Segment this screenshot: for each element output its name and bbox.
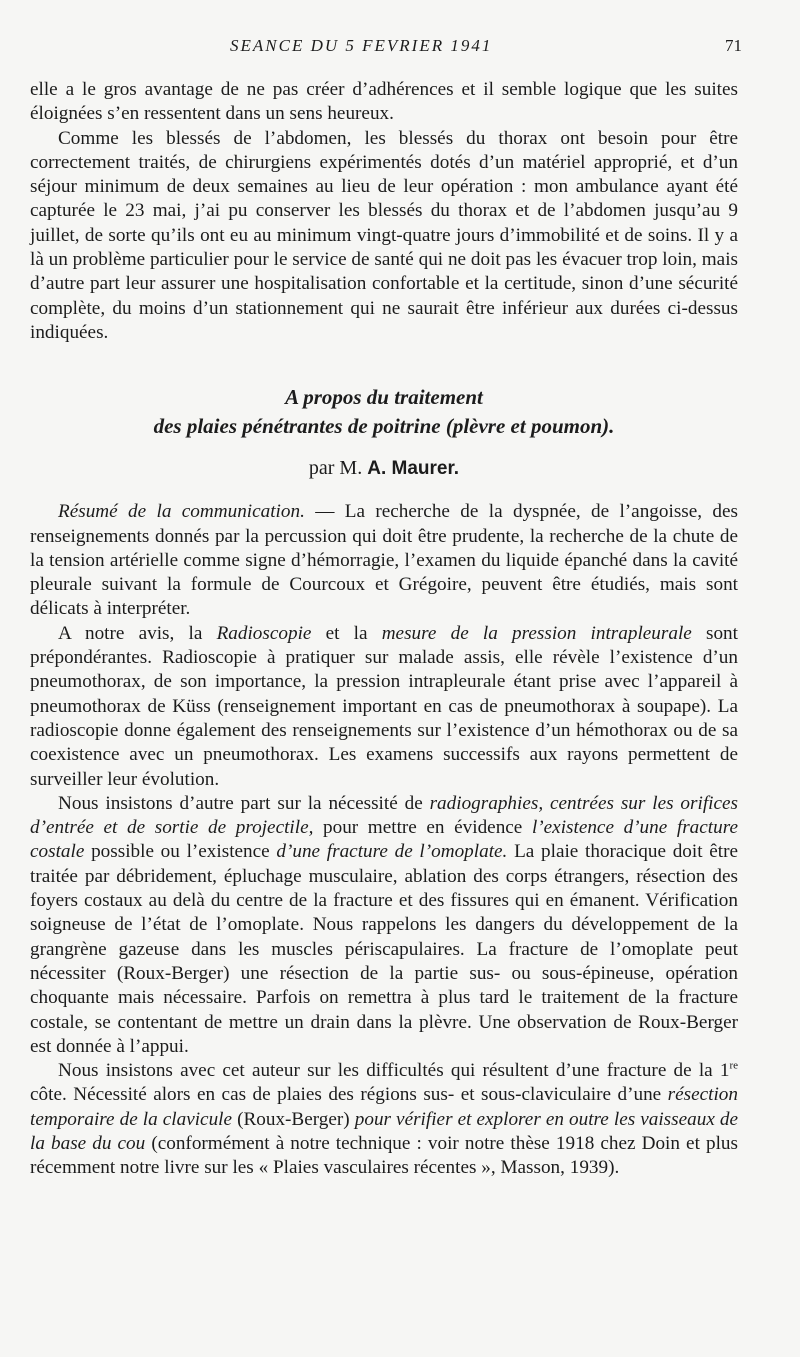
text-run: possible ou l’existence bbox=[84, 841, 277, 863]
article-title-line: A propos du traitement bbox=[285, 385, 483, 410]
text-run: — La recherche de la dyspnée, de l’angoisse, des renseignements donnés par la percussion qui doit être prudente, la recherche de la chute de la tension artérielle comme signe d’hémorragie, l’examen du liquide épanché dans la cavité pleurale suivant la formule de Courcoux et Grégoire, peuvent être étudiés, mais sont délicats à interpréter. bbox=[30, 501, 738, 620]
emphasis: l’existence d’une fracture costale bbox=[30, 817, 738, 863]
text-run: Nous insistons avec cet auteur sur les difficultés qui résultent d’une fracture de la 1 bbox=[58, 1060, 730, 1082]
running-title: SEANCE DU 5 FEVRIER 1941 bbox=[230, 36, 493, 55]
superscript: re bbox=[729, 1059, 738, 1072]
text-run: sont prépondérantes. Radioscopie à pratiquer sur malade assis, elle révèle l’existence d’un pneumothorax, de son importance, la pression intrapleurale étant prise avec l’appareil à pneumothorax de Küss (renseignement important en cas de pneumothorax à soupape). La radioscopie donne également des renseignements sur l’existence d’un hémothorax ou de sa coexistence avec un pneumothorax. Les examens successifs aux rayons permettent de surveiller leur évolution. bbox=[30, 622, 738, 790]
text-run: pour mettre en évidence bbox=[313, 817, 532, 839]
author-prefix: par M. bbox=[308, 457, 363, 480]
article-title-line: des plaies pénétrantes de poitrine (plèvre et poumon). bbox=[153, 414, 615, 439]
previous-article-ending bbox=[30, 78, 738, 345]
text-run: (Roux-Berger) bbox=[232, 1108, 355, 1130]
journal-page bbox=[30, 36, 742, 1181]
emphasis: d’une fracture de l’omoplate. bbox=[276, 841, 508, 863]
emphasis: radiographies, centrées sur les orifices d’entrée et de sortie de projectile, bbox=[30, 792, 738, 839]
text-run: A notre avis, la bbox=[58, 622, 217, 644]
emphasis: pour vérifier et explorer en outre les vaisseaux de la base du cou bbox=[30, 1108, 739, 1154]
author-line bbox=[30, 455, 738, 482]
paragraph bbox=[30, 792, 738, 1059]
paragraph bbox=[30, 622, 738, 792]
paragraph: elle a le gros avantage de ne pas créer d’adhérences et il semble logique que les suites éloignées s’en ressentent dans un sens heureux. bbox=[30, 79, 738, 125]
author-name: A. Maurer. bbox=[367, 458, 460, 480]
running-header bbox=[30, 36, 742, 64]
text-run: (conformément à notre technique : voir notre thèse 1918 chez Doin et plus récemment notre livre sur les « Plaies vasculaires récentes », Masson, 1939). bbox=[30, 1132, 738, 1179]
article-title bbox=[30, 383, 738, 441]
text-run: et la bbox=[311, 622, 382, 644]
section-lead: Résumé de la communication. bbox=[58, 501, 305, 523]
paragraph bbox=[30, 500, 738, 621]
emphasis: mesure de la pression intrapleurale bbox=[381, 622, 692, 644]
text-run: côte. Nécessité alors en cas de plaies des régions sus- et sous-claviculaire d’une bbox=[30, 1084, 668, 1106]
emphasis: Radioscopie bbox=[216, 622, 312, 644]
page-number: 71 bbox=[725, 36, 742, 55]
article-body bbox=[30, 500, 738, 1180]
emphasis: résection temporaire de la clavicule bbox=[30, 1084, 738, 1130]
paragraph: Comme les blessés de l’abdomen, les blessés du thorax ont besoin pour être correctement traités, de chirurgiens expérimentés dotés d’un matériel approprié, et d’un séjour minimum de deux semaines au lieu de leur opération : mon ambulance ayant été capturée le 23 mai, j’ai pu conserver les blessés du thorax et de l’abdomen jusqu’au 9 juillet, de sorte qu’ils ont eu au minimum vingt-quatre jours d’immobilité et de soins. Il y a là un problème particulier pour le service de santé qui ne doit pas les évacuer trop loin, mais d’autre part leur assurer une hospitalisation confortable et la certitude, sinon d’une sécurité complète, du moins d’un stationnement qui ne saurait être inférieur aux durées ci-dessus indiquées. bbox=[30, 127, 738, 343]
text-run: La plaie thoracique doit être traitée par débridement, épluchage musculaire, ablation des corps étrangers, résection des foyers costaux au delà du centre de la fracture et des fissures qui en émanent. Vérification soigneuse de l’état de l’omoplate. Nous rappelons les dangers du développement de la grangrène gazeuse dans les muscles périscapulaires. La fracture de l’omoplate peut nécessiter (Roux-Berger) une résection de la partie sus- ou sous-épineuse, opération choquante mais nécessaire. Parfois on remettra à plus tard le traitement de la fracture costale, se contentant de mettre un drain dans la plèvre. Une observation de Roux-Berger est donnée à l’appui. bbox=[30, 841, 739, 1057]
paragraph bbox=[30, 1059, 738, 1180]
text-run: Nous insistons d’autre part sur la nécessité de bbox=[58, 792, 430, 814]
